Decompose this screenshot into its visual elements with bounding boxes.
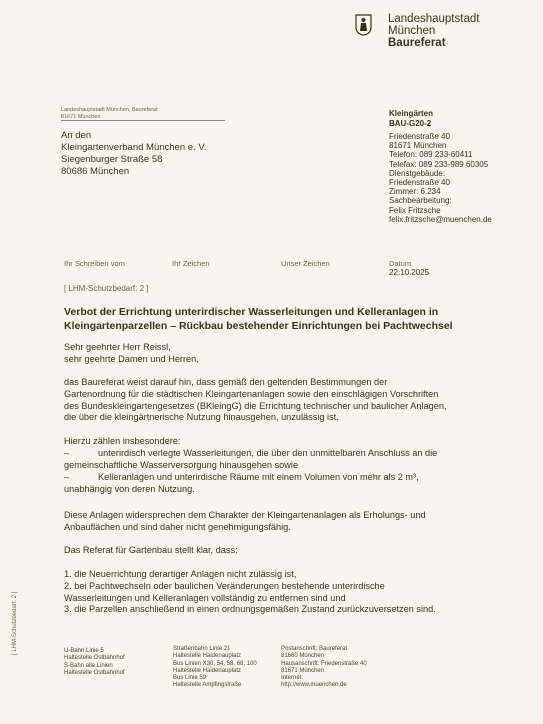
sender-line2: 81671 München [61, 114, 101, 120]
department-name: Kleingärten [389, 109, 434, 118]
munich-coat-of-arms-icon [355, 14, 372, 36]
footer-transit-col1 [64, 648, 125, 677]
paragraph-intro [64, 377, 447, 424]
department-info [389, 109, 433, 129]
contact-info [389, 132, 492, 224]
recipient-line2: Kleingartenverband München e. V. [61, 142, 207, 153]
vertical-classification: [ LHM-Schutzbedarf: 2 ] [12, 591, 18, 655]
contact-line: Felix Fritzsche [389, 205, 441, 215]
footer-transit-col2 [173, 646, 257, 690]
numbered-list [64, 569, 436, 616]
list-intro: Hierzu zählen insbesondere: [64, 436, 181, 446]
ref-date-value: 22.10.2025 [389, 268, 430, 277]
bullet-dash: – [64, 472, 70, 482]
sender-line1: Landeshauptstadt München, Baureferat [61, 107, 158, 113]
letter-subject [64, 305, 453, 333]
footer-line: Straßenbahn Linie 21 [173, 646, 231, 652]
footer-line: Bus Linien X30, 54, 58, 68, 100 [173, 660, 257, 667]
paragraph-character [64, 510, 426, 534]
numbered-item: Wasserleitungen und Kelleranlagen vollständig zu entfernen sind und [64, 592, 346, 603]
bullet-dash: – [64, 448, 70, 458]
contact-line: 81671 München [389, 141, 447, 151]
salutation [64, 342, 199, 366]
footer-line: Postanschrift: Baureferat [281, 646, 348, 652]
paragraph-line: Diese Anlagen widersprechen dem Charakter der Kleingartenanlagen als Erholungs- und [64, 510, 426, 520]
subject-line2: Kleingartenparzellen – Rückbau bestehender Einrichtungen bei Pachtwechsel [64, 320, 453, 332]
footer-line: Haltestelle Ostbahnhof [64, 669, 125, 676]
org-line2: München [388, 25, 436, 37]
footer-line: 81660 München [281, 653, 325, 660]
numbered-item: 3. die Parzellen anschließend in einen ordnungsgemäßen Zustand zurückzuversetzen sind. [64, 604, 436, 615]
salutation-line1: Sehr geehrter Herr Reissl, [64, 342, 171, 352]
recipient-line4: 80686 München [61, 166, 130, 177]
sender-line [61, 107, 158, 121]
footer-line: Internet: [281, 675, 304, 682]
paragraph-clarification: Das Referat für Gartenbau stellt klar, dass: [64, 545, 238, 555]
paragraph-line: Anbauflächen und sind daher nicht genehmigungsfähig. [64, 521, 291, 532]
recipient-line1: An den [61, 130, 92, 141]
numbered-item: 2. bei Pachtwechseln oder baulichen Veränderungen bestehende unterirdische [64, 580, 385, 591]
paragraph-line: Gartenordnung für die städtischen Kleingartenanlagen sowie den einschlägigen Vorschriften [64, 388, 439, 399]
sender-divider [61, 120, 225, 121]
recipient-line3: Siegenburger Straße 58 [61, 154, 163, 165]
bullet-item-1-line2: gemeinschaftliche Wasserversorgung hinausgehen sowie [64, 460, 299, 470]
subject-line1: Verbot der Errichtung unterirdischer Wasserleitungen und Kelleranlagen in [64, 306, 439, 318]
contact-line: Sachbearbeitung: [389, 196, 452, 206]
ref-your-sign: Ihr Zeichen [172, 259, 210, 268]
footer-website: http://www.muenchen.de [281, 682, 347, 689]
footer-line: Haltestelle Ampfingstraße [173, 682, 242, 689]
footer-line: 81671 München [281, 667, 325, 674]
footer-line: Haltestelle Haidenauplatz [173, 667, 242, 674]
contact-line: Telefax: 089 233-989 60305 [389, 159, 489, 169]
bullet-item-2-line1: Kelleranlagen und unterirdische Räume mit einem Volumen von mehr als 2 m³, [98, 472, 419, 482]
paragraph-line: des Bundeskleingartengesetzes (BKleingG) die Errichtung technischer und baulicher Anlagen, [64, 400, 447, 411]
paragraph-line: das Baureferat weist darauf hin, dass gemäß den geltenden Bestimmungen der [64, 377, 388, 387]
ref-your-letter: Ihr Schreiben vom [64, 259, 125, 268]
contact-email: felix.fritzsche@muenchen.de [389, 214, 492, 224]
ref-our-sign: Unser Zeichen [281, 259, 330, 268]
paragraph-line: die über die kleingärtnerische Nutzung hinausgehen, unzulässig ist. [64, 412, 339, 423]
footer-line: U-Bahn Linie 5 [64, 648, 104, 654]
numbered-item: 1. die Neuerrichtung derartiger Anlagen nicht zulässig ist, [64, 569, 297, 579]
footer-line: Haltestelle Ostbahnhof [64, 655, 125, 662]
salutation-line2: sehr geehrte Damen und Herren, [64, 353, 199, 364]
contact-line: Friedenstraße 40 [389, 178, 450, 188]
bullet-item-1-line1: unterirdisch verlegte Wasserleitungen, die über den unmittelbaren Anschluss an die [98, 448, 438, 458]
classification-label: [ LHM-Schutzbedarf: 2 ] [64, 284, 149, 293]
org-department: Baureferat [388, 37, 446, 49]
footer-line: Haltestelle Haidenauplatz [173, 653, 242, 660]
org-name [388, 13, 479, 37]
contact-line: Friedenstraße 40 [389, 132, 450, 141]
ref-date-label: Datum [389, 259, 412, 268]
org-line1: Landeshauptstadt [388, 13, 480, 25]
footer-line: Bus Linie 59 [173, 675, 207, 682]
contact-line: Telefon: 089 233-60411 [389, 150, 473, 160]
contact-line: Dienstgebäude: [389, 168, 446, 178]
department-code: BAU-G20-2 [389, 119, 432, 128]
footer-line: S-Bahn alle Linien [64, 662, 113, 669]
recipient-address [61, 130, 206, 178]
footer-line: Hausanschrift: Friedenstraße 40 [281, 660, 367, 667]
footer-address-col [281, 646, 367, 690]
contact-line: Zimmer: 6.234 [389, 187, 441, 197]
bullet-item-2-line2: unabhängig von deren Nutzung. [64, 484, 195, 494]
